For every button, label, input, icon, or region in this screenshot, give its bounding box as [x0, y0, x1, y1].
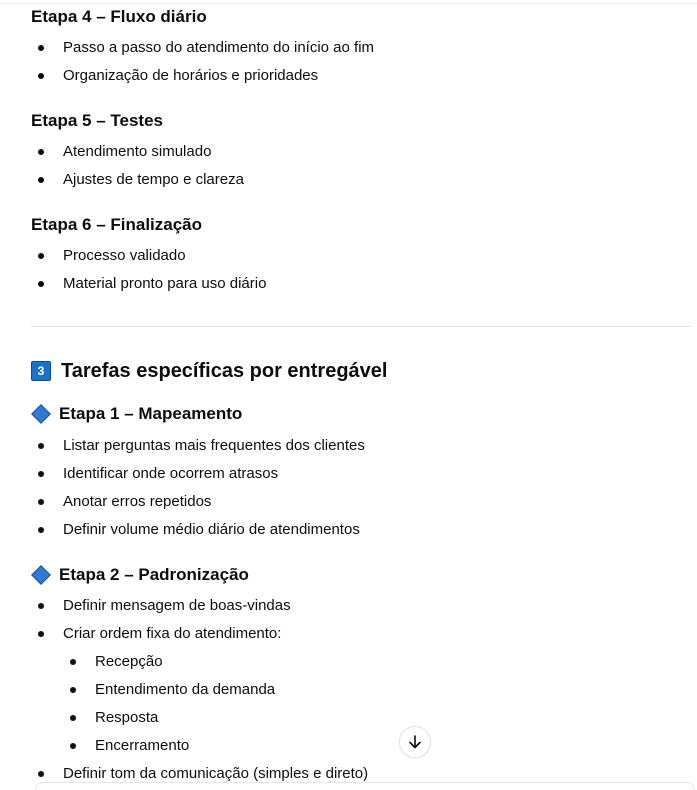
- etapa2-heading: [31, 561, 691, 589]
- list-item: Definir tom da comunicação (simples e direto): [31, 760, 691, 788]
- list-item: Processo validado: [31, 242, 691, 270]
- list-item: Definir volume médio diário de atendimentos: [31, 516, 691, 544]
- list-item: Definir mensagem de boas-vindas: [31, 592, 691, 620]
- list-item: Material pronto para uso diário: [31, 270, 691, 298]
- list-item: Criar ordem fixa do atendimento:: [31, 620, 691, 648]
- etapa1-list: [31, 432, 691, 544]
- sub-list-item: Resposta: [31, 704, 691, 732]
- stage-heading: Etapa 5 – Testes: [31, 111, 163, 130]
- stage-list: [31, 138, 691, 194]
- list-item: Listar perguntas mais frequentes dos clientes: [31, 432, 691, 460]
- list-item: Anotar erros repetidos: [31, 488, 691, 516]
- list-item: Identificar onde ocorrem atrasos: [31, 460, 691, 488]
- list-item: Atendimento simulado: [31, 138, 691, 166]
- blue-diamond-icon: [31, 565, 51, 585]
- section-heading: [31, 355, 691, 387]
- keycap-3-icon: 3: [31, 361, 51, 381]
- arrow-down-icon: [407, 734, 423, 750]
- message-composer[interactable]: [35, 782, 695, 790]
- sub-list-item: Entendimento da demanda: [31, 676, 691, 704]
- stage-heading: Etapa 6 – Finalização: [31, 215, 203, 234]
- blue-diamond-icon: [31, 404, 51, 424]
- sub-list-item: Encerramento: [31, 732, 691, 760]
- assistant-message: [31, 3, 691, 788]
- etapa1-heading: [31, 400, 691, 428]
- etapa2-title: Etapa 2 – Padronização: [59, 565, 249, 584]
- list-item: Organização de horários e prioridades: [31, 62, 691, 90]
- stage-list: [31, 242, 691, 298]
- list-item: Passo a passo do atendimento do início ao fim: [31, 34, 691, 62]
- scroll-to-bottom-button[interactable]: [399, 726, 431, 758]
- section-divider: [31, 326, 691, 327]
- stage-list: [31, 34, 691, 90]
- sub-list-item: Recepção: [31, 648, 691, 676]
- etapa1-title: Etapa 1 – Mapeamento: [59, 404, 243, 423]
- list-item: Ajustes de tempo e clareza: [31, 166, 691, 194]
- etapa2-list: [31, 592, 691, 788]
- stage-heading: Etapa 4 – Fluxo diário: [31, 7, 207, 26]
- section-title: Tarefas específicas por entregável: [61, 360, 388, 382]
